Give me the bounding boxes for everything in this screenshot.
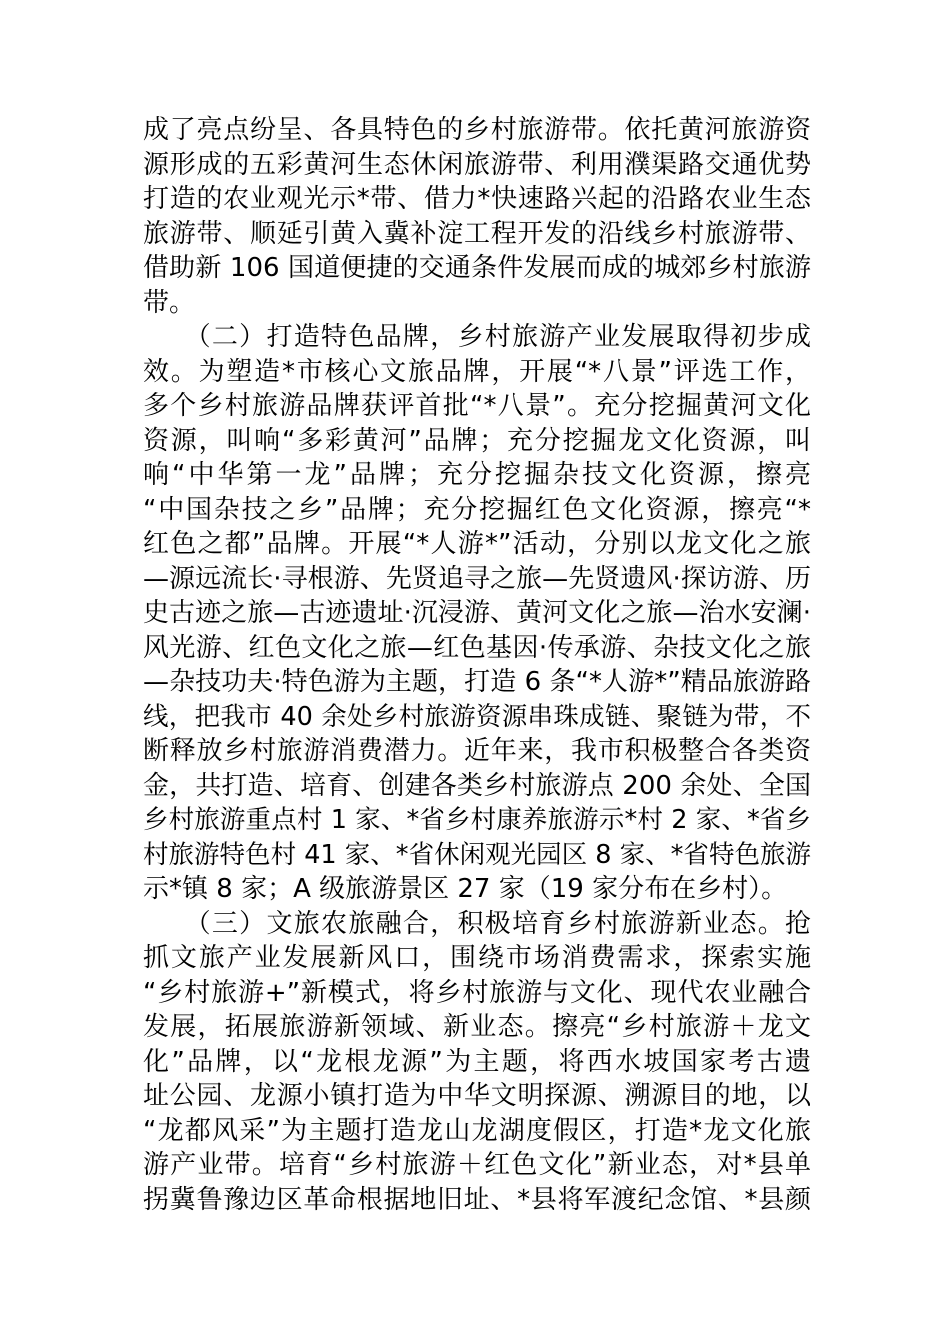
text-line: 响“中华第一龙”品牌；充分挖掘杂技文化资源，擦亮	[143, 460, 811, 490]
text-line: 风光游、红色文化之旅—红色基因·传承游、杂技文化之旅	[143, 632, 811, 663]
text-line: 成了亮点纷呈、各具特色的乡村旅游带。依托黄河旅游资	[143, 115, 811, 145]
text-line: 多个乡村旅游品牌获评首批“*八景”。充分挖掘黄河文化	[143, 391, 811, 421]
paragraph-section-two-brand	[143, 320, 811, 907]
section-heading-line: （二）打造特色品牌，乡村旅游产业发展取得初步成	[143, 322, 811, 352]
text-line: 抓文旅产业发展新风口，围绕市场消费需求，探索实施	[143, 943, 811, 973]
paragraph-section-three-integration	[143, 907, 811, 1218]
text-line: —源远流长·寻根游、先贤追寻之旅—先贤遗风·探访游、历	[143, 563, 811, 594]
text-line: 旅游带、顺延引黄入冀补淀工程开发的沿线乡村旅游带、	[143, 218, 811, 249]
text-line: 游产业带。培育“乡村旅游＋红色文化”新业态，对*县单	[143, 1150, 811, 1180]
text-line: “中国杂技之乡”品牌；充分挖掘红色文化资源，擦亮“*	[143, 494, 811, 525]
text-line: 红色之都”品牌。开展“*人游*”活动，分别以龙文化之旅	[143, 529, 811, 559]
text-line: 金，共打造、培育、创建各类乡村旅游点 200 余处、全国	[143, 770, 811, 801]
text-line: 断释放乡村旅游消费潜力。近年来，我市积极整合各类资	[143, 736, 811, 766]
paragraph-rural-tourism-belts	[143, 113, 811, 320]
text-line: 源形成的五彩黄河生态休闲旅游带、利用濮渠路交通优势	[143, 149, 811, 180]
text-line: 借助新 106 国道便捷的交通条件发展而成的城郊乡村旅游	[143, 253, 811, 283]
section-heading-line: （三）文旅农旅融合，积极培育乡村旅游新业态。抢	[143, 908, 811, 939]
document-body	[143, 113, 811, 1217]
text-line: 址公园、龙源小镇打造为中华文明探源、溯源目的地，以	[143, 1081, 811, 1111]
text-line: 乡村旅游重点村 1 家、*省乡村康养旅游示*村 2 家、*省乡	[143, 805, 811, 835]
text-line: “龙都风采”为主题打造龙山龙湖度假区，打造*龙文化旅	[143, 1115, 811, 1146]
text-line: 线，把我市 40 余处乡村旅游资源串珠成链、聚链为带，不	[143, 701, 811, 732]
text-line: 示*镇 8 家；A 级旅游景区 27 家（19 家分布在乡村）。	[143, 874, 788, 904]
text-line: 带。	[143, 287, 196, 318]
text-line: —杂技功夫·特色游为主题，打造 6 条“*人游*”精品旅游路	[143, 667, 811, 697]
text-line: 打造的农业观光示*带、借力*快速路兴起的沿路农业生态	[143, 184, 811, 214]
text-line: 发展，拓展旅游新领域、新业态。擦亮“乡村旅游＋龙文	[143, 1012, 811, 1042]
text-line: 拐冀鲁豫边区革命根据地旧址、*县将军渡纪念馆、*县颜	[143, 1184, 811, 1215]
text-line: 村旅游特色村 41 家、*省休闲观光园区 8 家、*省特色旅游	[143, 839, 811, 870]
text-line: 资源，叫响“多彩黄河”品牌；充分挖掘龙文化资源，叫	[143, 425, 811, 456]
text-line: 史古迹之旅—古迹遗址·沉浸游、黄河文化之旅—治水安澜·	[143, 598, 811, 628]
text-line: “乡村旅游+”新模式，将乡村旅游与文化、现代农业融合	[143, 977, 811, 1008]
text-line: 效。为塑造*市核心文旅品牌，开展“*八景”评选工作，	[143, 356, 811, 387]
text-line: 化”品牌，以“龙根龙源”为主题，将西水坡国家考古遗	[143, 1046, 811, 1077]
